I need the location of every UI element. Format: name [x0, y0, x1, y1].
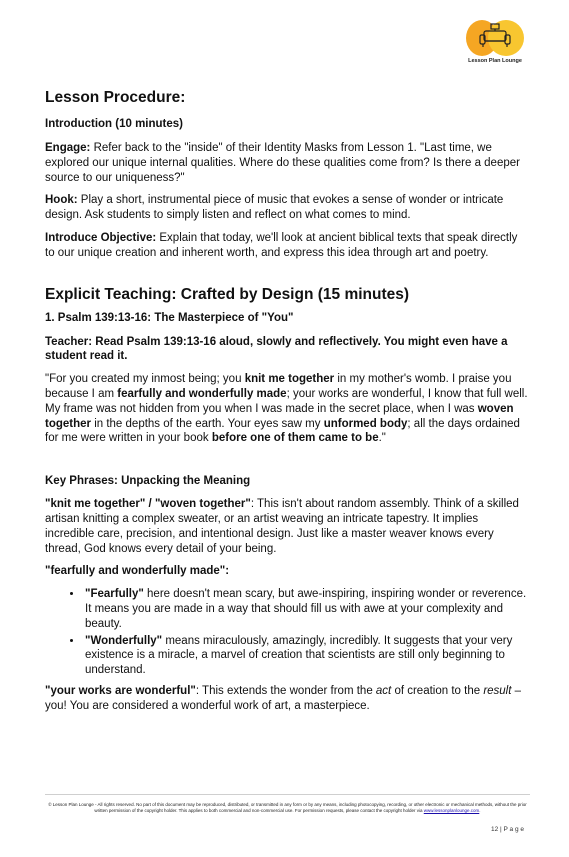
bullet-text: here doesn't mean scary, but awe-inspiring, inspiring wonder or reverence. It means you are made in a way that should fill us with awe at your complexity and beauty.	[85, 588, 527, 630]
quote-emphasis: knit me together	[244, 373, 335, 386]
psalm-quote	[45, 372, 530, 446]
works-paragraph	[45, 684, 530, 714]
hook-text: Play a short, instrumental piece of music that evokes a sense of wonder or intricate design. Ask students to simply listen and reflect on what comes to mind.	[45, 194, 504, 222]
bullet-label: "Fearfully"	[85, 588, 144, 601]
footer-copyright	[45, 802, 530, 814]
fearfully-heading: "fearfully and wonderfully made":	[45, 565, 230, 578]
quote-text: ."	[378, 432, 386, 445]
explicit-teaching-heading: Explicit Teaching: Crafted by Design (15 minutes)	[45, 285, 410, 303]
bullet-label: "Wonderfully"	[85, 634, 163, 647]
quote-emphasis: woven together	[45, 402, 514, 430]
quote-emphasis: unformed body	[323, 417, 408, 430]
knit-paragraph	[45, 497, 530, 556]
copyright-end: .	[479, 808, 481, 813]
quote-emphasis: before one of them came to be	[211, 432, 379, 445]
website-link[interactable]: www.lessonplanlounge.com	[423, 808, 480, 813]
engage-text: Refer back to the "inside" of their Identity Masks from Lesson 1. "Last time, we explored our unique internal qualities. Where do these qualities come from? Is there a deeper source to our uniqueness?"	[45, 142, 520, 184]
list-item	[83, 634, 530, 678]
hook-paragraph	[45, 193, 530, 223]
footer-divider	[45, 794, 530, 795]
works-emphasis: act	[375, 684, 392, 697]
quote-text: in my mother's womb. I praise you because I am	[45, 373, 512, 400]
works-text: : This extends the wonder from the	[195, 684, 376, 697]
psalm-heading: 1. Psalm 139:13-16: The Masterpiece of "You"	[45, 311, 294, 324]
quote-text: "For you created my inmost being; you	[45, 373, 245, 386]
teacher-note: Teacher: Read Psalm 139:13-16 aloud, slowly and reflectively. You might even have a student read it.	[45, 335, 508, 363]
objective-text: Explain that today, we'll look at ancient biblical texts that speak directly to our unique creation and inherent worth, and express this idea through art and poetry.	[45, 231, 518, 259]
quote-text: ; your works are wonderful, I know that full well. My frame was not hidden from you when I was made in the secret place, when I was	[45, 387, 528, 415]
key-phrases-heading: Key Phrases: Unpacking the Meaning	[45, 475, 251, 488]
works-label: "your works are wonderful"	[45, 684, 196, 697]
logo	[464, 18, 526, 68]
objective-paragraph	[45, 231, 530, 261]
lesson-procedure-heading: Lesson Procedure:	[45, 89, 186, 106]
knit-text: : This isn't about random assembly. Think of a skilled artisan knitting a complex sweater, or an artist weaving an intricate tapestry. It implies incredible care, precision, and intentional design. Just like a master weaver knows every thread, God knows every detail of your being.	[45, 498, 519, 555]
list-item	[83, 587, 530, 631]
quote-emphasis: fearfully and wonderfully made	[117, 387, 287, 400]
logo-text: Lesson Plan Lounge	[468, 58, 522, 64]
objective-label: Introduce Objective:	[45, 231, 157, 244]
works-text: – you! You are considered a wonderful work of art, a masterpiece.	[45, 684, 522, 712]
works-text: of creation to the	[391, 684, 484, 697]
page-number: 12 | P a g e	[490, 826, 524, 833]
meaning-bullet-list	[45, 587, 530, 678]
knit-label: "knit me together" / "woven together"	[45, 498, 251, 511]
copyright-text: © Lesson Plan Lounge - All rights reserved. No part of this document may be reproduced, distributed, or transmitted in any form or by any means, including photocopying, recording, or other electronic or mechanical methods, without the prior written permission of the copyright holder. This applies to both commercial and non-commercial use. For permission requests, please contact the copyright holder via	[48, 802, 527, 813]
introduction-heading: Introduction (10 minutes)	[45, 118, 183, 130]
quote-text: ; all the days ordained for me were written in your book	[45, 417, 520, 445]
bullet-text: means miraculously, amazingly, incredibly. It suggests that your very existence is a miracle, a marvel of creation that scientists are still only beginning to understand.	[85, 634, 513, 677]
document-body	[45, 88, 530, 714]
engage-label: Engage:	[45, 142, 91, 154]
hook-label: Hook:	[45, 194, 78, 207]
works-emphasis: result	[483, 684, 512, 697]
quote-text: in the depths of the earth. Your eyes saw my	[91, 417, 324, 430]
engage-paragraph	[45, 141, 530, 185]
lounge-couch-logo-icon	[466, 18, 524, 58]
